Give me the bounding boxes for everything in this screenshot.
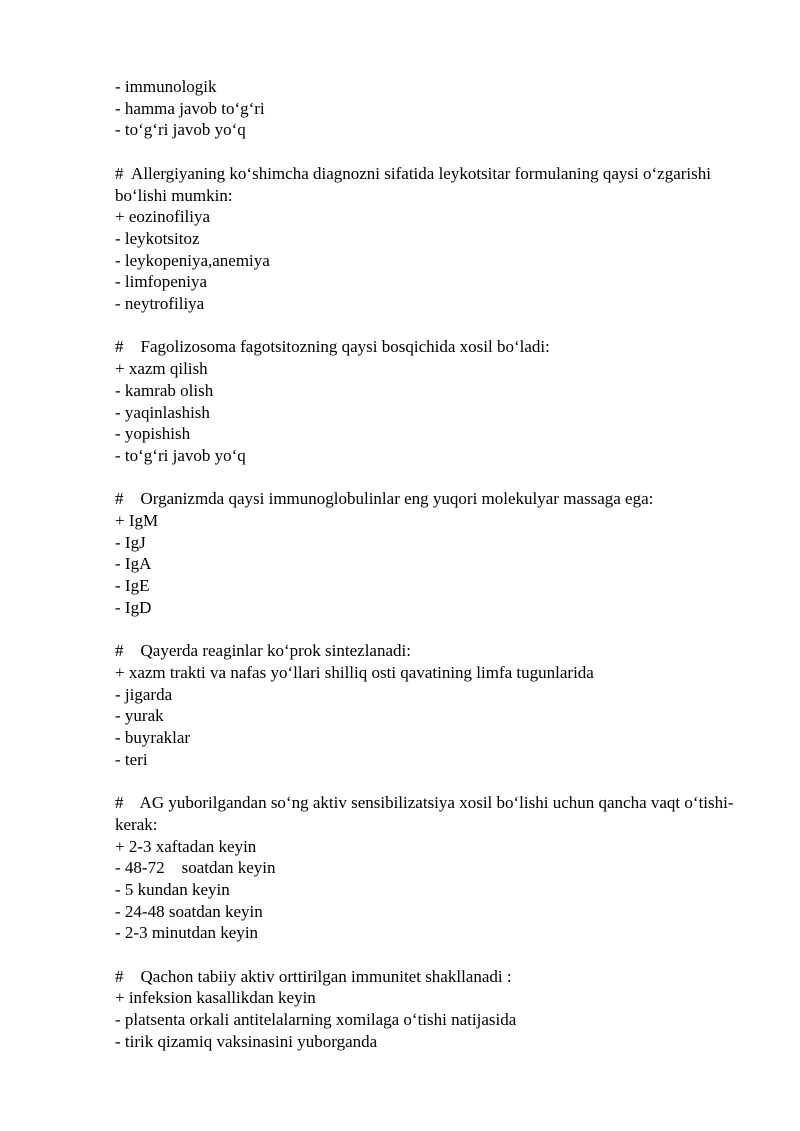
question-block (115, 966, 755, 1053)
answer-option: - immunologik (115, 77, 217, 96)
answer-option: - yopishish (115, 424, 191, 444)
answer-option: - 48-72 soatdan keyin (115, 858, 276, 878)
question-text: # AG yuborilgandan so‘ng aktiv sensibilizatsiya xosil bo‘lishi uchun qancha vaqt o‘tishi- kerak: (115, 793, 738, 834)
question-text: # Allergiyaning ko‘shimcha diagnozni sifatida leykotsitar formulaning qaysi o‘zgarishi bo‘lishi mumkin: (115, 163, 716, 205)
answer-option: - buyraklar (115, 728, 191, 748)
question-block (115, 76, 755, 141)
answer-option: - yaqinlashish (115, 402, 210, 422)
answer-option: - yurak (115, 706, 164, 726)
question-block (115, 640, 755, 770)
blank-line (115, 619, 755, 641)
question-text: # Fagolizosoma fagotsitozning qaysi bosqichida xosil bo‘ladi: (115, 337, 550, 357)
answer-option: - jigarda (115, 684, 173, 704)
blank-line (115, 467, 755, 489)
question-block (115, 792, 755, 944)
question-text: # Qachon tabiiy aktiv orttirilgan immunitet shakllanadi : (115, 966, 512, 986)
answer-option: - neytrofiliya (115, 294, 205, 314)
answer-option-correct: + IgM (115, 511, 159, 531)
answer-option: - limfopeniya (115, 272, 208, 292)
answer-option: - leykopeniya,anemiya (115, 250, 270, 270)
question-block (115, 488, 755, 618)
blank-line (115, 315, 755, 337)
answer-option: - 5 kundan keyin (115, 879, 230, 899)
document-page (115, 76, 755, 1053)
blank-line (115, 944, 755, 966)
answer-option: - 24-48 soatdan keyin (115, 901, 263, 921)
answer-option: - tirik qizamiq vaksinasini yuborganda (115, 1031, 378, 1051)
answer-option: - teri (115, 749, 148, 769)
answer-option-correct: + xazm trakti va nafas yo‘llari shilliq osti qavatining limfa tugunlarida (115, 662, 594, 682)
answer-option-correct: + 2-3 xaftadan keyin (115, 836, 257, 856)
question-block (115, 163, 755, 315)
answer-option-correct: + xazm qilish (115, 359, 208, 379)
answer-option: - IgJ (115, 532, 146, 552)
answer-option: - hamma javob to‘g‘ri (115, 98, 265, 118)
answer-option: - IgA (115, 554, 152, 574)
blank-line (115, 770, 755, 792)
answer-option: - to‘g‘ri javob yo‘q (115, 120, 246, 140)
blank-line (115, 141, 755, 163)
answer-option: - 2-3 minutdan keyin (115, 923, 259, 943)
question-text: # Organizmda qaysi immunoglobulinlar eng yuqori molekulyar massaga ega: (115, 489, 654, 509)
answer-option: - leykotsitoz (115, 228, 200, 248)
question-text: # Qayerda reaginlar ko‘prok sintezlanadi: (115, 641, 411, 661)
question-block (115, 336, 755, 466)
answer-option: - to‘g‘ri javob yo‘q (115, 445, 246, 465)
answer-option-correct: + eozinofiliya (115, 207, 211, 227)
answer-option: - kamrab olish (115, 380, 214, 400)
answer-option: - platsenta orkali antitelalarning xomilaga o‘tishi natijasida (115, 1010, 517, 1030)
answer-option: - IgD (115, 597, 152, 617)
answer-option-correct: + infeksion kasallikdan keyin (115, 988, 316, 1008)
answer-option: - IgE (115, 576, 150, 596)
